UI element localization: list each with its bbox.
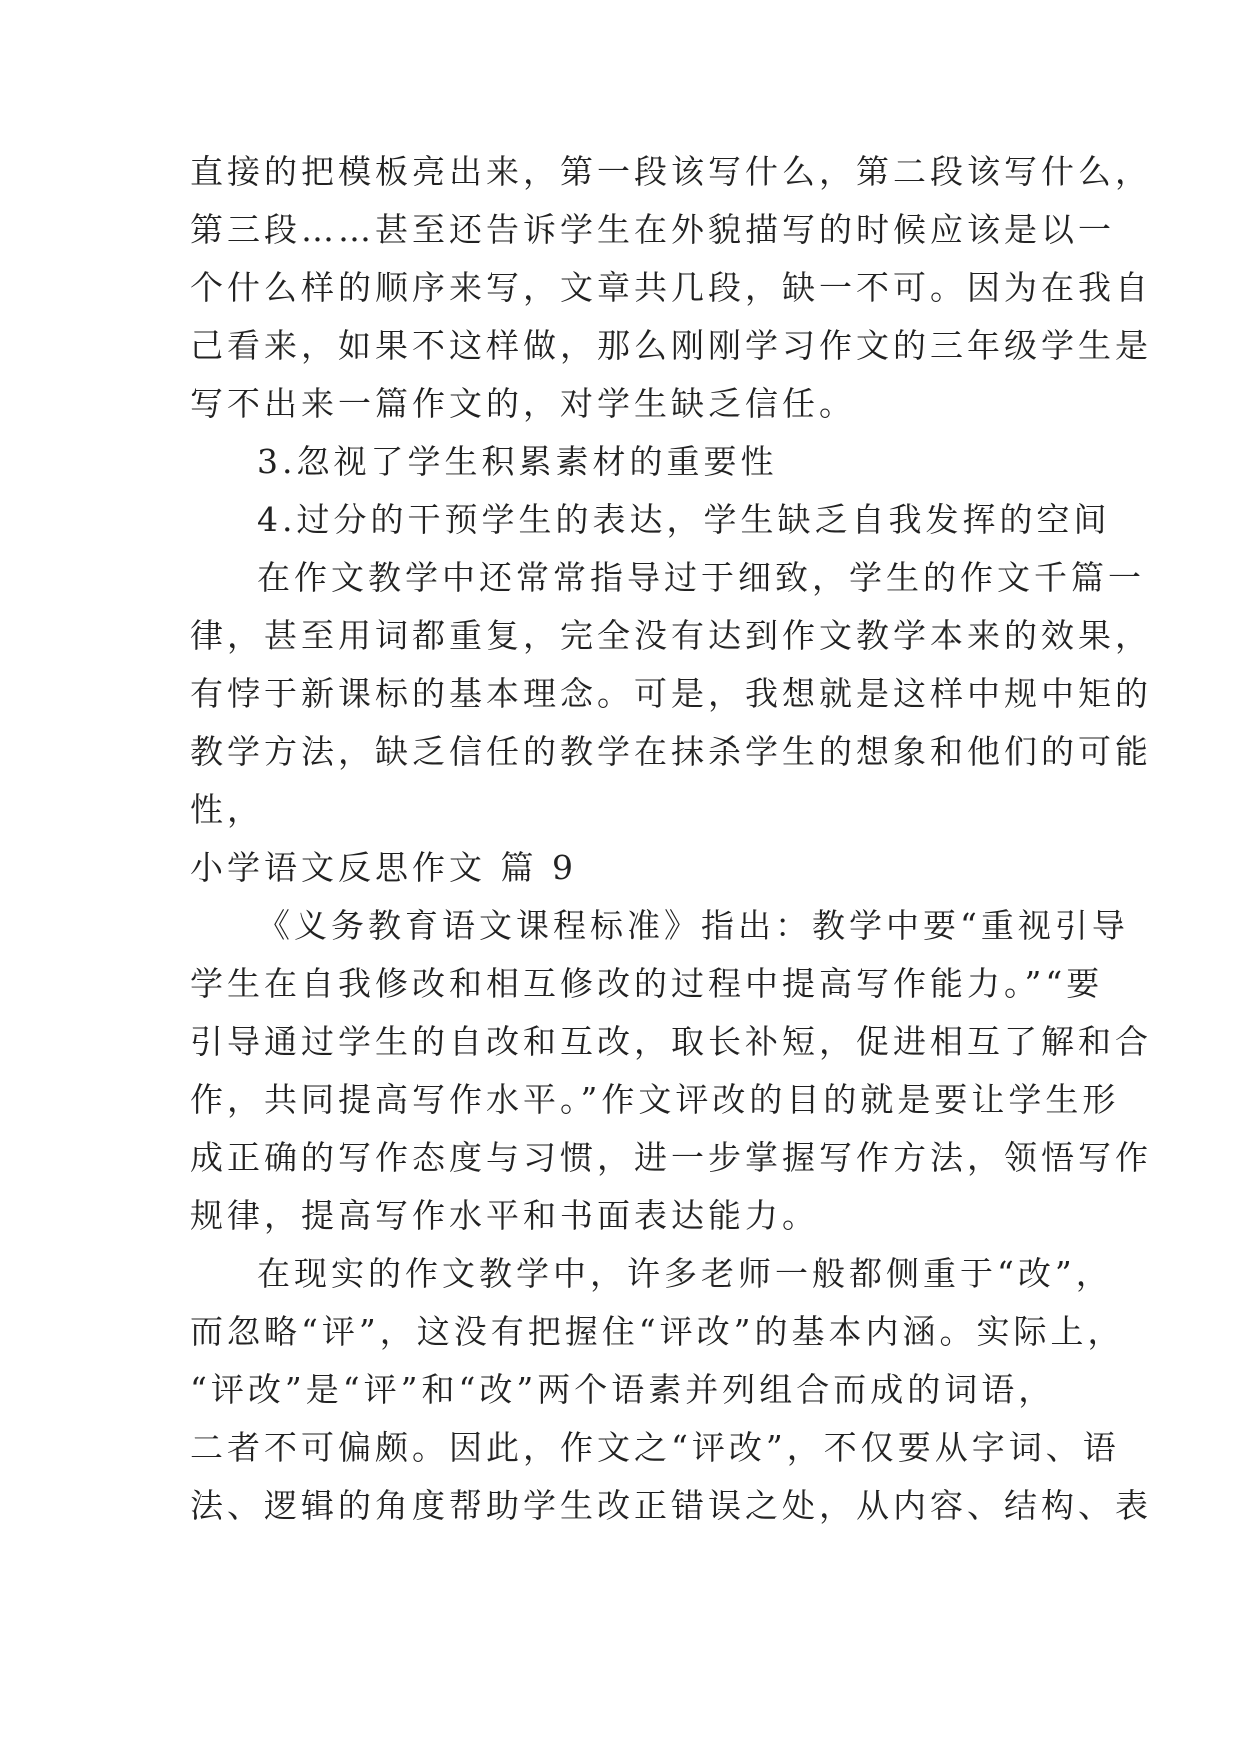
text-line: 法、逻辑的角度帮助学生改正错误之处，从内容、结构、表 (190, 1486, 1152, 1525)
text-line: 规律，提高写作水平和书面表达能力。 (190, 1196, 819, 1235)
text-line: 学生在自我修改和相互修改的过程中提高写作能力。”“要 (190, 964, 1104, 1003)
paragraph-start: 在现实的作文教学中，许多老师一般都侧重于“改”， (257, 1254, 1113, 1293)
text-line: 而忽略“评”，这没有把握住“评改”的基本内涵。实际上， (190, 1312, 1125, 1351)
text-line: “评改”是“评”和“改”两个语素并列组合而成的词语， (190, 1370, 1056, 1409)
text-line: 引导通过学生的自改和互改，取长补短，促进相互了解和合 (190, 1022, 1152, 1061)
text-line: 写不出来一篇作文的，对学生缺乏信任。 (190, 384, 856, 423)
text-line: 己看来，如果不这样做，那么刚刚学习作文的三年级学生是 (190, 326, 1152, 365)
text-line: 性， (190, 790, 264, 829)
text-line: 二者不可偏颇。因此，作文之“评改”，不仅要从字词、语 (190, 1428, 1120, 1467)
text-line: 有悖于新课标的基本理念。可是，我想就是这样中规中矩的 (190, 674, 1152, 713)
section-heading: 小学语文反思作文 篇 9 (190, 848, 577, 887)
paragraph-start: 在作文教学中还常常指导过于细致，学生的作文千篇一 (257, 558, 1145, 597)
list-item-3: 3.忽视了学生积累素材的重要性 (257, 442, 778, 481)
text-line: 个什么样的顺序来写，文章共几段，缺一不可。因为在我自 (190, 268, 1152, 307)
text-line: 作，共同提高写作水平。”作文评改的目的就是要让学生形 (190, 1080, 1120, 1119)
text-line: 直接的把模板亮出来，第一段该写什么，第二段该写什么， (190, 152, 1152, 191)
paragraph-start: 《义务教育语文课程标准》指出：教学中要“重视引导 (257, 906, 1129, 945)
text-line: 教学方法，缺乏信任的教学在抹杀学生的想象和他们的可能 (190, 732, 1152, 771)
text-line: 第三段……甚至还告诉学生在外貌描写的时候应该是以一 (190, 210, 1115, 249)
list-item-4: 4.过分的干预学生的表达，学生缺乏自我发挥的空间 (257, 500, 1111, 539)
text-line: 律，甚至用词都重复，完全没有达到作文教学本来的效果， (190, 616, 1152, 655)
text-line: 成正确的写作态度与习惯，进一步掌握写作方法，领悟写作 (190, 1138, 1152, 1177)
